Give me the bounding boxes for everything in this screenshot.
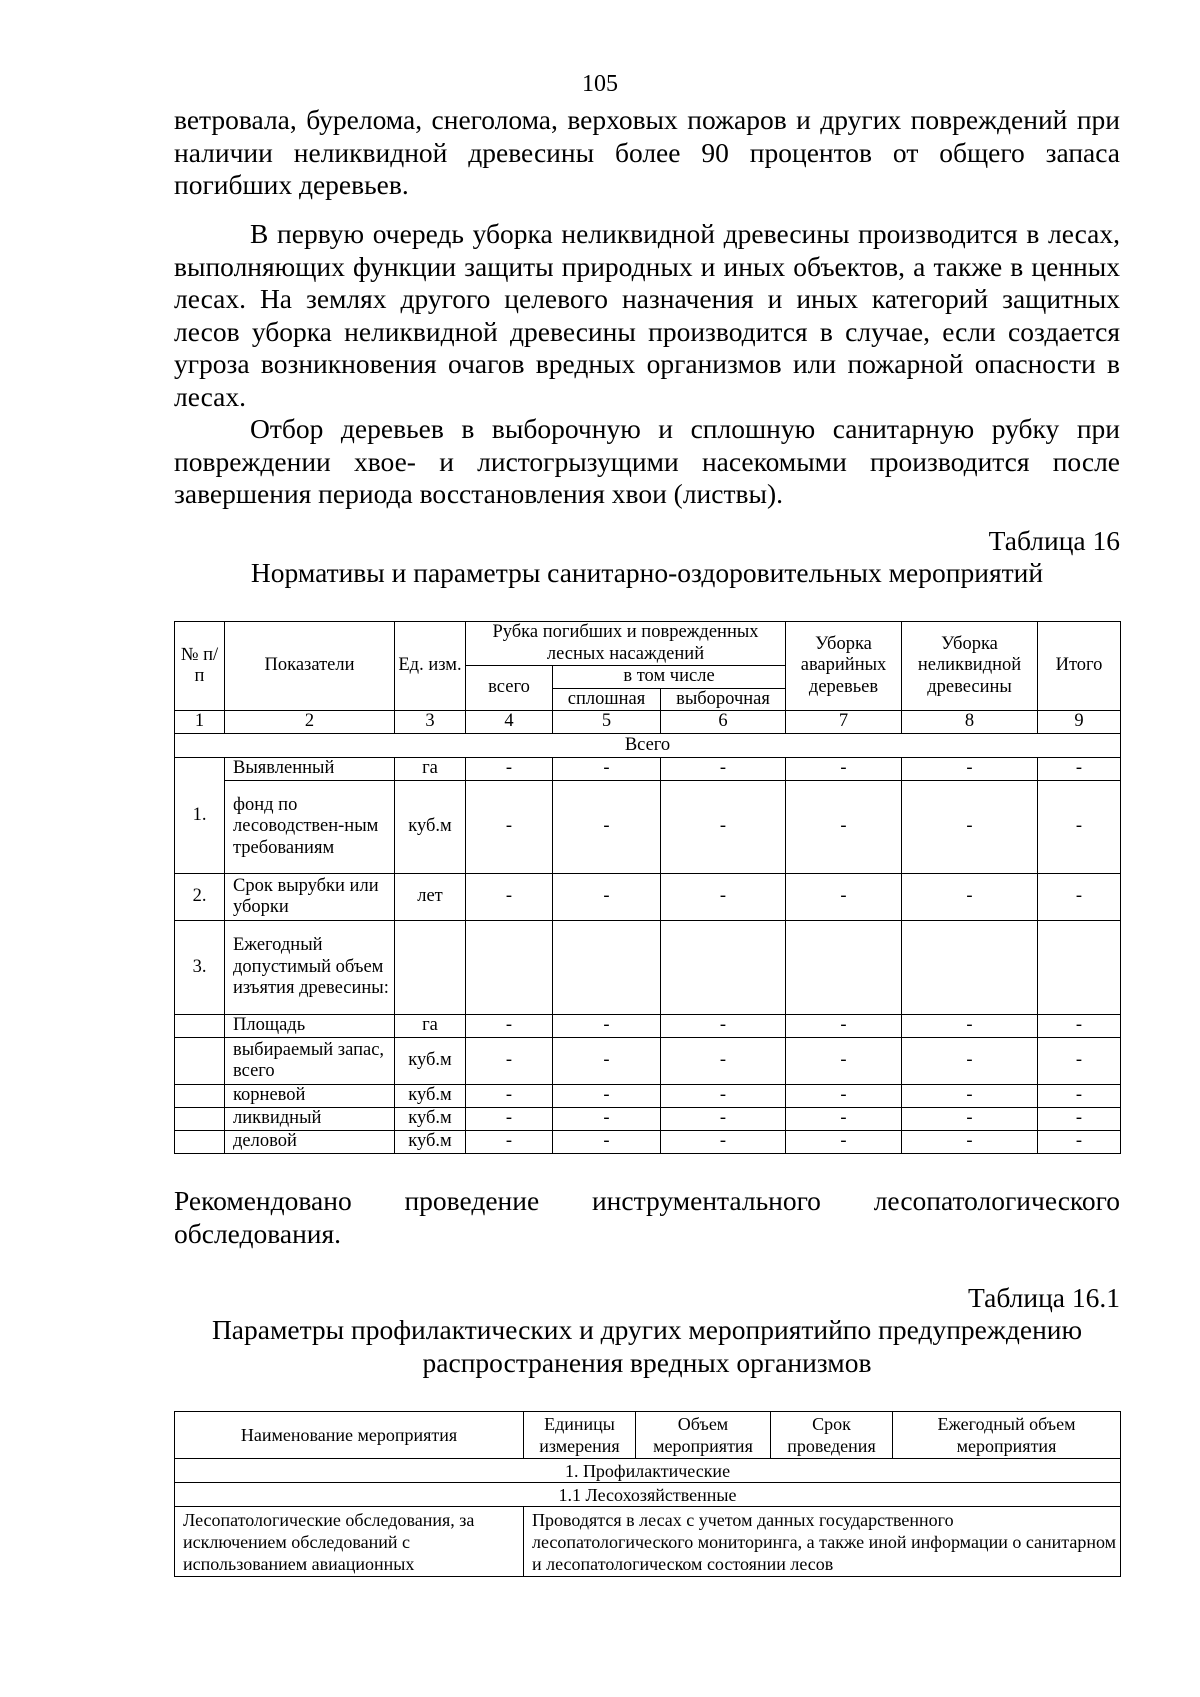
cell-value	[902, 921, 1038, 1015]
row-unit: куб.м	[395, 1131, 466, 1154]
row-num: 2.	[175, 874, 225, 921]
cell-value: -	[786, 781, 902, 874]
table-row	[175, 874, 1121, 921]
table16-label: Таблица 16	[988, 525, 1120, 556]
cell-value	[1038, 921, 1121, 1015]
cell-value: -	[1038, 1015, 1121, 1038]
cell-value: -	[902, 874, 1038, 921]
cell-value: -	[661, 1131, 786, 1154]
cell-value: -	[466, 1085, 553, 1108]
table-row	[175, 1108, 1121, 1131]
header-units: Единицы измерения	[524, 1412, 636, 1459]
cell-value	[786, 921, 902, 1015]
table-row	[175, 1015, 1121, 1038]
cell-value: -	[902, 1085, 1038, 1108]
cell-value: -	[902, 1108, 1038, 1131]
cell-value: -	[553, 1038, 661, 1085]
cell-value: -	[466, 1108, 553, 1131]
cell-value: -	[553, 758, 661, 781]
row-num: 3.	[175, 921, 225, 1015]
cell-value: -	[466, 874, 553, 921]
header-num: № п/п	[175, 622, 225, 711]
cell-value: -	[466, 1131, 553, 1154]
table-16-1	[174, 1411, 1121, 1577]
cell-value: -	[1038, 1108, 1121, 1131]
row-unit: га	[395, 1015, 466, 1038]
header-itogo: Итого	[1038, 622, 1121, 711]
row-indicator: Выявленный	[225, 758, 395, 781]
activity-name: Лесопатологические обследования, за исключением обследований с использованием авиационных	[175, 1507, 524, 1577]
cell-value: -	[902, 758, 1038, 781]
col-number: 4	[466, 711, 553, 734]
cell-value: -	[553, 874, 661, 921]
paragraph-2: В первую очередь уборка неликвидной древесины производится в лесах, выполняющих функции защиты природных и иных объектов, а также в ценных лесах. На землях другого целевого назначения и иных категорий защитных лесов уборка неликвидной древесины производится в случае, если создается угроза возникновения очагов вредных организмов или пожарной опасности в лесах.	[174, 218, 1120, 412]
header-total-all: всего	[466, 666, 553, 711]
cell-value: -	[786, 1015, 902, 1038]
cell-value: -	[553, 1131, 661, 1154]
row-num	[175, 1015, 225, 1038]
table-row	[175, 921, 1121, 1015]
recommendation-paragraph: Рекомендовано проведение инструментального лесопатологического обследования.	[174, 1185, 1120, 1249]
cell-value: -	[786, 874, 902, 921]
header-unit: Ед. изм.	[395, 622, 466, 711]
cell-value: -	[1038, 1038, 1121, 1085]
header-activity-name: Наименование мероприятия	[175, 1412, 524, 1459]
cell-value: -	[661, 1015, 786, 1038]
cell-value: -	[1038, 1085, 1121, 1108]
row-num: 1.	[175, 758, 225, 874]
row-unit: куб.м	[395, 1108, 466, 1131]
cell-value: -	[661, 1108, 786, 1131]
header-nonliquid: Уборка неликвидной древесины	[902, 622, 1038, 711]
table-row	[175, 781, 1121, 874]
cell-value	[553, 921, 661, 1015]
cell-value: -	[1038, 1131, 1121, 1154]
row-indicator: ликвидный	[225, 1108, 395, 1131]
row-num	[175, 1085, 225, 1108]
cell-value: -	[1038, 758, 1121, 781]
col-number: 5	[553, 711, 661, 734]
table-row	[175, 1507, 1121, 1577]
cell-value: -	[786, 1108, 902, 1131]
cell-value: -	[902, 1015, 1038, 1038]
row-indicator: деловой	[225, 1131, 395, 1154]
cell-value: -	[661, 1085, 786, 1108]
cell-value: -	[661, 758, 786, 781]
cell-value: -	[466, 1015, 553, 1038]
cell-value: -	[466, 758, 553, 781]
row-unit: га	[395, 758, 466, 781]
header-selective: выборочная	[661, 688, 786, 711]
activity-description: Проводятся в лесах с учетом данных государственного лесопатологического мониторинга, а также иной информации о санитарном и лесопатологическом состоянии лесов	[524, 1507, 1121, 1577]
row-unit: куб.м	[395, 1038, 466, 1085]
cell-value: -	[902, 1131, 1038, 1154]
table161-label: Таблица 16.1	[968, 1282, 1120, 1313]
col-number: 3	[395, 711, 466, 734]
table-16	[174, 621, 1121, 1154]
cell-value: -	[786, 1038, 902, 1085]
header-felling: Рубка погибших и поврежденных лесных насаждений	[466, 622, 786, 666]
row-unit: куб.м	[395, 781, 466, 874]
cell-value: -	[786, 1085, 902, 1108]
table-row	[175, 1038, 1121, 1085]
col-number: 2	[225, 711, 395, 734]
cell-value	[661, 921, 786, 1015]
row-unit: куб.м	[395, 1085, 466, 1108]
cell-value: -	[466, 781, 553, 874]
cell-value: -	[553, 781, 661, 874]
header-including: в том числе	[553, 666, 786, 689]
row-num	[175, 1131, 225, 1154]
header-clear: сплошная	[553, 688, 661, 711]
cell-value: -	[553, 1085, 661, 1108]
table161-title: Параметры профилактических и других мероприятийпо предупреждению распространения вредных организмов	[211, 1314, 1083, 1378]
cell-value: -	[466, 1038, 553, 1085]
section-forestry: 1.1 Лесохозяйственные	[175, 1483, 1121, 1507]
row-indicator: фонд по лесоводствен-ным требованиям	[225, 781, 395, 874]
cell-value: -	[1038, 781, 1121, 874]
header-volume: Объем мероприятия	[636, 1412, 771, 1459]
section-preventive: 1. Профилактические	[175, 1459, 1121, 1483]
cell-value	[466, 921, 553, 1015]
header-annual-volume: Ежегодный объем мероприятия	[893, 1412, 1121, 1459]
cell-value: -	[1038, 874, 1121, 921]
cell-value: -	[902, 781, 1038, 874]
table16-title: Нормативы и параметры санитарно-оздоровительных мероприятий	[250, 557, 1044, 588]
col-number: 6	[661, 711, 786, 734]
cell-value: -	[661, 781, 786, 874]
header-term: Срок проведения	[771, 1412, 893, 1459]
table-row	[175, 1131, 1121, 1154]
header-emergency: Уборка аварийных деревьев	[786, 622, 902, 711]
row-num	[175, 1108, 225, 1131]
cell-value: -	[553, 1108, 661, 1131]
paragraph-3: Отбор деревьев в выборочную и сплошную санитарную рубку при повреждении хвое- и листогрызущими насекомыми производится после завершения периода восстановления хвои (листвы).	[174, 413, 1120, 509]
row-unit: лет	[395, 874, 466, 921]
row-indicator: выбираемый запас, всего	[225, 1038, 395, 1085]
cell-value: -	[902, 1038, 1038, 1085]
row-indicator: Срок вырубки или уборки	[225, 874, 395, 921]
col-number: 1	[175, 711, 225, 734]
row-indicator: Ежегодный допустимый объем изъятия древесины:	[225, 921, 395, 1015]
table-row	[175, 1085, 1121, 1108]
cell-value: -	[553, 1015, 661, 1038]
row-unit	[395, 921, 466, 1015]
col-number: 9	[1038, 711, 1121, 734]
paragraph-1: ветровала, бурелома, снеголома, верховых пожаров и других повреждений при наличии неликвидной древесины более 90 процентов от общего запаса погибших деревьев.	[174, 104, 1120, 200]
page-number: 105	[582, 71, 618, 97]
cell-value: -	[661, 1038, 786, 1085]
row-num	[175, 1038, 225, 1085]
col-number: 8	[902, 711, 1038, 734]
cell-value: -	[661, 874, 786, 921]
col-number: 7	[786, 711, 902, 734]
table-row	[175, 758, 1121, 781]
row-indicator: корневой	[225, 1085, 395, 1108]
cell-value: -	[786, 758, 902, 781]
header-indicator: Показатели	[225, 622, 395, 711]
section-total: Всего	[175, 734, 1121, 758]
cell-value: -	[786, 1131, 902, 1154]
row-indicator: Площадь	[225, 1015, 395, 1038]
